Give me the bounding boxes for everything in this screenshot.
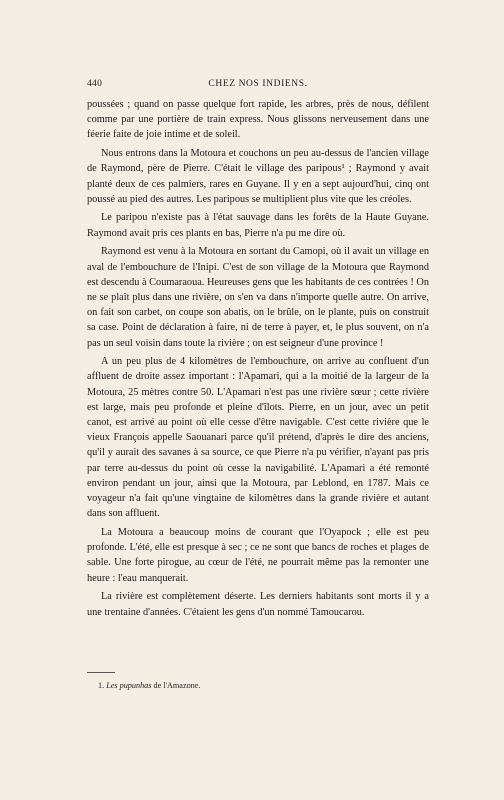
page-number: 440: [87, 79, 103, 89]
body-text: [87, 97, 429, 623]
paragraph-5: A un peu plus de 4 kilomètres de l'embouchure, on arrive au confluent d'un affluent de droite assez important : l'Apamari, qui a la moitié de la largeur de la Motoura, 25 mètres contre 50. L'Apamari n'est pas une rivière sœur ; cette rivière est large, mais peu profonde et pleine d'îlots. Pierre, en un jour, avec un petit canot, est arrivé au point où elle cesse d'être navigable. C'est cette rivière que le vieux François appelle Saouanari parce qu'il prétend, d'après le dire des anciens, qu'il y aurait des savanes à sa source, ce que Pierre n'a pu vérifier, n'ayant pas pris par terre au-dessus du point où cesse la navigabilité. L'Apamari a été remonté environ pendant un jour, ainsi que la Motoura, par Leblond, en 1787. Mais ce voyageur n'a fait qu'une vingtaine de kilomètres dans la grande rivière et autant dans son affluent.: [87, 356, 429, 520]
footnote: [98, 680, 428, 692]
paragraph-1: poussées ; quand on passe quelque fort rapide, les arbres, près de nous, défilent comme par une portière de train express. Nous glissons nerveusement dans une féerie faite de joie intime et de soleil.: [87, 99, 429, 141]
paragraph-7: La rivière est complètement déserte. Les derniers habitants sont morts il y a une trentaine d'années. C'étaient les gens d'un nommé Tamoucarou.: [87, 591, 429, 618]
paragraph-4: Raymond est venu à la Motoura en sortant du Camopi, où il avait un village en aval de l'embouchure de l'Inipi. C'est de son village de la Motoura que Raymond est descendu à Coumaraoua. Heureuses gens que les habitants de ces contrées ! On ne se plaît plus dans une rivière, on s'en va dans n'importe quelle autre. On arrive, on fait son carbet, on coupe son abatis, on le brûle, on le plante, puis on construit sa case. Point de déclaration à faire, ni de terre à payer, et, le plus souvent, on n'a pas un seul voisin dans toute la rivière ; on est seigneur d'une province !: [87, 246, 429, 349]
footnote-rule: [87, 672, 115, 673]
footnote-text: de l'Amazone.: [153, 681, 201, 690]
running-title: CHEZ NOS INDIENS.: [208, 79, 308, 89]
paragraph-3: Le paripou n'existe pas à l'état sauvage dans les forêts de la Haute Guyane. Raymond avait pris ces plants en bas, Pierre n'a pu me dire où.: [87, 212, 429, 239]
paragraph-6: La Motoura a beaucoup moins de courant que l'Oyapock ; elle est peu profonde. L'été, elle est presque à sec ; ce ne sont que bancs de roches et plages de sable. Une forte pirogue, au cœur de l'été, ne pourrait même pas la remonter une heure : l'eau manquerait.: [87, 526, 429, 584]
footnote-italic-term: Les pupunhas: [106, 681, 152, 690]
paragraph-2: Nous entrons dans la Motoura et couchons un peu au-dessus de l'ancien village de Raymond, père de Pierre. C'était le village des paripous¹ ; Raymond y avait planté deux de ces palmiers, rares en Guyane. Il y en a sept aujourd'hui, cinq ont poussé au pied des autres. Les paripous se multiplient plus vite que les créoles.: [87, 148, 429, 205]
footnote-number: 1.: [98, 681, 105, 690]
